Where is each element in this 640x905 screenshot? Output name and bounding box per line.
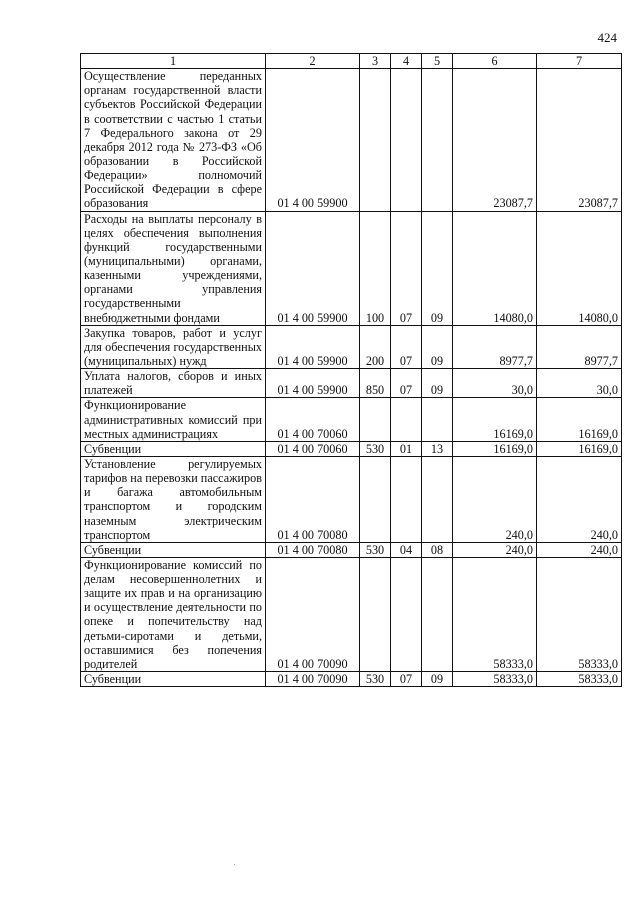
row-col3-cell: 850 bbox=[360, 369, 391, 398]
row-name-cell: Осуществление переданных органам государственной власти субъектов Российской Федерации в соответствии с частью 1 статьи 7 Федерального закона от 29 декабря 2012 года № 273-ФЗ «Об образовании в Российской Федерации» полномочий Российской Федерации в сфере образования bbox=[81, 69, 266, 211]
row-col7-cell: 16169,0 bbox=[537, 398, 622, 441]
row-col4-cell bbox=[391, 456, 422, 542]
row-col4-cell: 07 bbox=[391, 325, 422, 368]
row-col3-cell: 530 bbox=[360, 672, 391, 687]
row-col4-cell bbox=[391, 398, 422, 441]
row-code-cell: 01 4 00 70090 bbox=[266, 672, 360, 687]
row-col6-cell: 23087,7 bbox=[453, 69, 537, 211]
row-col5-cell bbox=[422, 456, 453, 542]
row-col5-cell: 08 bbox=[422, 542, 453, 557]
row-code-cell: 01 4 00 70060 bbox=[266, 398, 360, 441]
row-name-cell: Субвенции bbox=[81, 672, 266, 687]
table-row bbox=[81, 398, 622, 441]
row-col6-cell: 16169,0 bbox=[453, 398, 537, 441]
column-header: 1 bbox=[81, 54, 266, 69]
row-col3-cell bbox=[360, 557, 391, 671]
row-col4-cell bbox=[391, 69, 422, 211]
row-col4-cell: 01 bbox=[391, 441, 422, 456]
row-col5-cell: 09 bbox=[422, 211, 453, 325]
row-col4-cell: 04 bbox=[391, 542, 422, 557]
row-col4-cell: 07 bbox=[391, 369, 422, 398]
table-row bbox=[81, 211, 622, 325]
row-col5-cell: 13 bbox=[422, 441, 453, 456]
row-col6-cell: 30,0 bbox=[453, 369, 537, 398]
row-col7-cell: 240,0 bbox=[537, 542, 622, 557]
row-name-cell: Субвенции bbox=[81, 441, 266, 456]
row-col3-cell: 530 bbox=[360, 542, 391, 557]
column-header: 5 bbox=[422, 54, 453, 69]
row-code-cell: 01 4 00 70080 bbox=[266, 456, 360, 542]
row-name-cell: Установление регулируемых тарифов на перевозки пассажиров и багажа автомобильным транспортом и городским наземным электрическим транспортом bbox=[81, 456, 266, 542]
row-col3-cell bbox=[360, 69, 391, 211]
row-col6-cell: 8977,7 bbox=[453, 325, 537, 368]
row-col3-cell bbox=[360, 398, 391, 441]
row-name-cell: Закупка товаров, работ и услуг для обеспечения государственных (муниципальных) нужд bbox=[81, 325, 266, 368]
row-code-cell: 01 4 00 59900 bbox=[266, 69, 360, 211]
row-code-cell: 01 4 00 59900 bbox=[266, 369, 360, 398]
row-col7-cell: 16169,0 bbox=[537, 441, 622, 456]
row-col4-cell: 07 bbox=[391, 672, 422, 687]
row-col5-cell bbox=[422, 557, 453, 671]
row-col6-cell: 58333,0 bbox=[453, 557, 537, 671]
table-row bbox=[81, 672, 622, 687]
row-col6-cell: 14080,0 bbox=[453, 211, 537, 325]
table-row bbox=[81, 325, 622, 368]
table-row bbox=[81, 557, 622, 671]
column-header: 3 bbox=[360, 54, 391, 69]
row-name-cell: Уплата налогов, сборов и иных платежей bbox=[81, 369, 266, 398]
row-name-cell: Функционирование комиссий по делам несовершеннолетних и защите их прав и на организацию и осуществление деятельности по опеке и попечительству над детьми-сиротами и детьми, оставшимися без попечения родителей bbox=[81, 557, 266, 671]
row-code-cell: 01 4 00 70080 bbox=[266, 542, 360, 557]
row-code-cell: 01 4 00 70090 bbox=[266, 557, 360, 671]
row-col6-cell: 16169,0 bbox=[453, 441, 537, 456]
row-code-cell: 01 4 00 70060 bbox=[266, 441, 360, 456]
row-name-cell: Функционирование административных комиссий при местных администрациях bbox=[81, 398, 266, 441]
row-name-cell: Субвенции bbox=[81, 542, 266, 557]
scan-speck bbox=[234, 864, 235, 865]
row-col7-cell: 240,0 bbox=[537, 456, 622, 542]
header-row bbox=[81, 54, 622, 69]
row-col3-cell: 200 bbox=[360, 325, 391, 368]
table-row bbox=[81, 542, 622, 557]
row-col3-cell: 530 bbox=[360, 441, 391, 456]
row-col7-cell: 14080,0 bbox=[537, 211, 622, 325]
row-col7-cell: 8977,7 bbox=[537, 325, 622, 368]
row-col3-cell bbox=[360, 456, 391, 542]
row-col5-cell: 09 bbox=[422, 369, 453, 398]
row-col4-cell bbox=[391, 557, 422, 671]
table-row bbox=[81, 441, 622, 456]
column-header: 6 bbox=[453, 54, 537, 69]
row-col6-cell: 240,0 bbox=[453, 542, 537, 557]
row-col7-cell: 58333,0 bbox=[537, 672, 622, 687]
row-col7-cell: 58333,0 bbox=[537, 557, 622, 671]
page-number: 424 bbox=[597, 30, 617, 45]
column-header: 4 bbox=[391, 54, 422, 69]
row-code-cell: 01 4 00 59900 bbox=[266, 211, 360, 325]
row-col5-cell bbox=[422, 398, 453, 441]
row-col4-cell: 07 bbox=[391, 211, 422, 325]
row-col7-cell: 30,0 bbox=[537, 369, 622, 398]
column-header: 7 bbox=[537, 54, 622, 69]
table-row bbox=[81, 369, 622, 398]
row-name-cell: Расходы на выплаты персоналу в целях обеспечения выполнения функций государственными (муниципальными) органами, казенными учреждениями, органами управления государственными внебюджетными фондами bbox=[81, 211, 266, 325]
row-col6-cell: 58333,0 bbox=[453, 672, 537, 687]
row-code-cell: 01 4 00 59900 bbox=[266, 325, 360, 368]
budget-table bbox=[80, 53, 622, 687]
table-row bbox=[81, 456, 622, 542]
row-col5-cell bbox=[422, 69, 453, 211]
row-col5-cell: 09 bbox=[422, 672, 453, 687]
row-col3-cell: 100 bbox=[360, 211, 391, 325]
row-col6-cell: 240,0 bbox=[453, 456, 537, 542]
column-header: 2 bbox=[266, 54, 360, 69]
row-col7-cell: 23087,7 bbox=[537, 69, 622, 211]
table-row bbox=[81, 69, 622, 211]
row-col5-cell: 09 bbox=[422, 325, 453, 368]
